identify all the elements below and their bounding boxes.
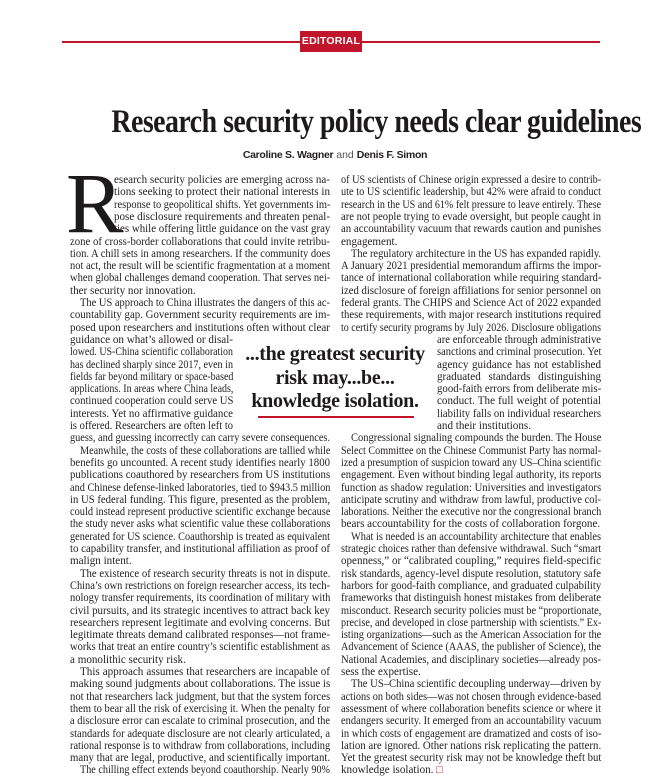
body-text-line: actions on both sides—was not chosen through evidence-based — [341, 690, 602, 703]
body-text-line: to capability transfer, and institutional affiliation as proof of — [70, 543, 330, 555]
body-text-line: nology transfer requirements, its coordination of military with — [70, 592, 331, 605]
body-text-line: in US federal funding. This figure, presented as the problem, — [70, 493, 330, 506]
pull-quote-line: ...the greatest security — [245, 343, 425, 365]
body-text-line: could instead represent productive scientific exchange because — [70, 506, 331, 519]
body-text-line: interests. Yet no affirmative guidance — [70, 407, 233, 420]
body-text-line: are enforceable through administrative — [437, 333, 601, 346]
section-badge: EDITORIAL — [300, 31, 362, 52]
body-text-line: zone of cross-border collaborations that could invite retribu- — [70, 235, 330, 248]
body-text-line: continued cooperation could serve US — [70, 395, 234, 408]
body-text-line: misconduct. Research security policies must be “proportionate, — [341, 604, 602, 617]
drop-cap: R — [66, 155, 124, 251]
body-text-line: conduct. The full weight of potential — [437, 395, 601, 408]
body-text-line: ized a presumption of suspicion toward any US–China scientific — [341, 456, 601, 469]
body-text-line: many that are legal, productive, and scientifically important. — [70, 752, 331, 765]
body-text-line: is offered. Researchers are often left to — [70, 420, 233, 432]
body-text-line: ties while offering little guidance on the vast gray — [114, 223, 331, 236]
body-text-line: Congressional signaling compounds the burden. The House — [351, 432, 602, 445]
body-text-line: these requirements, with major research institutions required — [341, 309, 601, 322]
body-text-line: fields far beyond military or space-based — [70, 370, 234, 383]
body-text-line: them to bear all the risk of exercising it. When the penalty for — [70, 702, 330, 715]
body-text-line: agency guidance has not established — [437, 358, 601, 371]
body-text-line: engagement. — [341, 235, 398, 248]
body-text-line: precise, and developed in close partnership with scientists.” Ex- — [341, 616, 602, 629]
body-text-line: of US scientists of Chinese origin expressed a desire to contrib- — [341, 174, 602, 186]
body-text-line: countability gap. Government security requirements are im- — [70, 309, 330, 322]
body-text-line: pose disclosure requirements and threaten penal- — [114, 210, 330, 223]
body-text-line: The regulatory architecture in the US has expanded rapidly. — [351, 247, 601, 260]
body-text-line: Yet the greatest security risk may not be knowledge theft but — [341, 752, 602, 765]
body-text-line: researchers represent legitimate and evolving concerns. But — [70, 616, 330, 629]
body-text-line: The existence of research security threats is not in dispute. — [80, 567, 331, 580]
byline — [70, 147, 600, 163]
body-text-line: lowed. US-China scientific collaboration — [70, 346, 233, 359]
body-text-line: civil pursuits, and its strategic incentives to attract back key — [70, 604, 330, 617]
body-text-line: anticipate scrutiny and withdraw from lawful, productive col- — [341, 493, 601, 506]
body-text-line: graduated standards distinguishing — [437, 370, 601, 383]
body-text-line: ute to US scientific leadership, but 42% were afraid to conduct — [341, 186, 601, 199]
body-text-line: generated for US science. Coauthorship is treated as equivalent — [70, 530, 330, 543]
body-text-line: research in the US and 61% felt pressure to leave entirely. These — [341, 198, 602, 211]
body-text-line: benefits go uncounted. A recent study identifies nearly 1800 — [70, 456, 330, 469]
body-text-line — [341, 764, 601, 776]
body-text-line: sess the expertise. — [341, 666, 421, 678]
body-text-line: A January 2021 presidential memorandum affirms the impor- — [341, 260, 602, 273]
pull-quote-rule — [258, 416, 414, 418]
body-text-line: This approach assumes that researchers are incapable of — [80, 666, 330, 678]
body-text-line: in which costs of engagement are dramatized and costs of iso- — [341, 727, 602, 740]
body-text-line: endangers security. It emerged from an accountability vacuum — [341, 715, 602, 728]
body-text-line: tance of international collaboration while requiring standard- — [341, 272, 602, 285]
body-text-line: to certify security programs by July 2026. Disclosure obligations — [341, 321, 602, 334]
body-text-line: good-faith errors from deliberate mis- — [437, 383, 602, 396]
body-text-line: publications coauthored by researchers from US institutions — [70, 469, 331, 482]
author-name: Caroline S. Wagner — [242, 149, 334, 161]
body-text-line: guidance on what’s allowed or disal- — [70, 333, 233, 346]
body-text-line: openness,” or “calibrated coupling,” requires field-specific — [341, 555, 601, 568]
body-text-line: National Academies, and disciplinary societies—already pos- — [341, 653, 601, 666]
body-text-line: The chilling effect extends beyond coauthorship. Nearly 90% — [80, 764, 330, 777]
body-text-line: liability falls on individual researchers — [437, 407, 601, 420]
body-text-line: tion. A chill sets in among researchers. If the community does — [70, 247, 331, 260]
body-text-line: has declined sharply since 2017, even in — [70, 358, 233, 371]
body-text-line: are not people trying to evade oversight, but people caught in — [341, 210, 602, 223]
body-text-line: legitimate threats demand calibrated responses—not frame- — [70, 629, 330, 642]
body-text-line: function as shadow regulation: Universities and investigators — [341, 481, 602, 494]
body-text-line: strategic choices rather than defensive withdrawal. Such “smart — [341, 543, 602, 555]
body-text-line: tions seeking to protect their national interests in — [114, 186, 330, 199]
body-text-line: laborations. Neither the executive nor the congressional branch — [341, 506, 602, 519]
pull-quote-line: knowledge isolation. — [251, 390, 419, 412]
body-text-line: a monolithic security risk. — [70, 653, 186, 666]
body-text-line: Meanwhile, the costs of these collaborations are tallied while — [80, 444, 331, 457]
body-text-line: works that treat an entire country’s scientific establishment as — [70, 641, 330, 654]
body-text-line: engagement. Even without binding legal authority, its reports — [341, 469, 602, 482]
body-text-line: a disclosure error can escalate to criminal prosecution, and the — [70, 715, 330, 728]
body-text-line: harbors for good-faith compliance, and graduated culpability — [341, 579, 602, 592]
body-text-line: bears accountability for the costs of collaboration forgone. — [341, 518, 601, 531]
body-text-line: when global challenges demand cooperation. That serves nei- — [70, 272, 331, 285]
body-text-line: lation are ignored. Other nations risk replicating the pattern. — [341, 739, 602, 752]
body-text-line: China’s own restrictions on foreign researcher access, its tech- — [70, 579, 330, 592]
body-text-line: an accountability vacuum that rewards caution and punishes — [341, 223, 602, 236]
author-name: Denis F. Simon — [356, 149, 428, 161]
body-text-line: sanctions and criminal prosecution. Yet — [437, 346, 602, 359]
body-text-line: federal grants. The CHIPS and Science Act of 2022 expanded — [341, 297, 601, 309]
body-text-line: not that researchers lack judgment, but that the system forces — [70, 690, 331, 703]
article-title: Research security policy needs clear guidelines — [111, 104, 642, 140]
byline-conjunction: and — [336, 149, 354, 161]
body-text-line: Advancement of Science (AAAS, the publisher of Science), the — [341, 641, 601, 654]
body-text-line: isting organizations—such as the American Association for the — [341, 629, 602, 642]
body-text-line: assessment of where collaboration benefits science or where it — [341, 702, 601, 715]
body-text-line: posed upon researchers and institutions often without clear — [70, 321, 330, 334]
body-text-line: What is needed is an accountability architecture that enables — [351, 530, 601, 543]
body-text-line: risk standards, agency-level dispute resolution, statutory safe — [341, 567, 601, 580]
body-text-line: and Chinese defense-linked laboratories, tied to $943.5 million — [70, 481, 331, 494]
body-text-line: Select Committee on the Chinese Communist Party has normal- — [341, 444, 602, 457]
body-text-line: response to geopolitical shifts. Yet governments im- — [114, 198, 331, 211]
body-text-line: esearch security policies are emerging across na- — [114, 174, 330, 186]
body-text-line: not act, the result will be scientific fragmentation at a moment — [70, 260, 330, 273]
body-text-line: ized disclosure of foreign affiliations for senior personnel on — [341, 284, 602, 297]
body-text-line: the study never asks what scientific value these collaborations — [70, 518, 331, 531]
pull-quote — [245, 343, 425, 414]
body-text-line: standards for adequate disclosure are not clearly articulated, a — [70, 727, 330, 740]
body-text-line: knowledge isolation. — [341, 764, 434, 777]
body-text-line: and their institutions. — [437, 420, 531, 432]
body-text-line: applications. In areas where China leads, — [70, 383, 234, 396]
body-text-line: guess, and guessing incorrectly can carry severe consequences. — [70, 432, 331, 445]
pull-quote-line: risk may...be... — [275, 366, 395, 389]
body-text-line: frameworks that distinguish honest mistakes from deliberate — [341, 592, 602, 605]
body-text-line: malign intent. — [70, 555, 132, 568]
body-text-line: ther security nor innovation. — [70, 284, 196, 297]
body-text-line: The US approach to China illustrates the dangers of this ac- — [80, 297, 330, 309]
body-text-line: making sound judgments about collaborations. The issue is — [70, 678, 331, 691]
end-mark-icon: □ — [436, 764, 443, 777]
body-text-line: rational response is to withdraw from collaborations, including — [70, 739, 331, 752]
body-text-line: The US–China scientific decoupling underway—driven by — [351, 678, 601, 691]
